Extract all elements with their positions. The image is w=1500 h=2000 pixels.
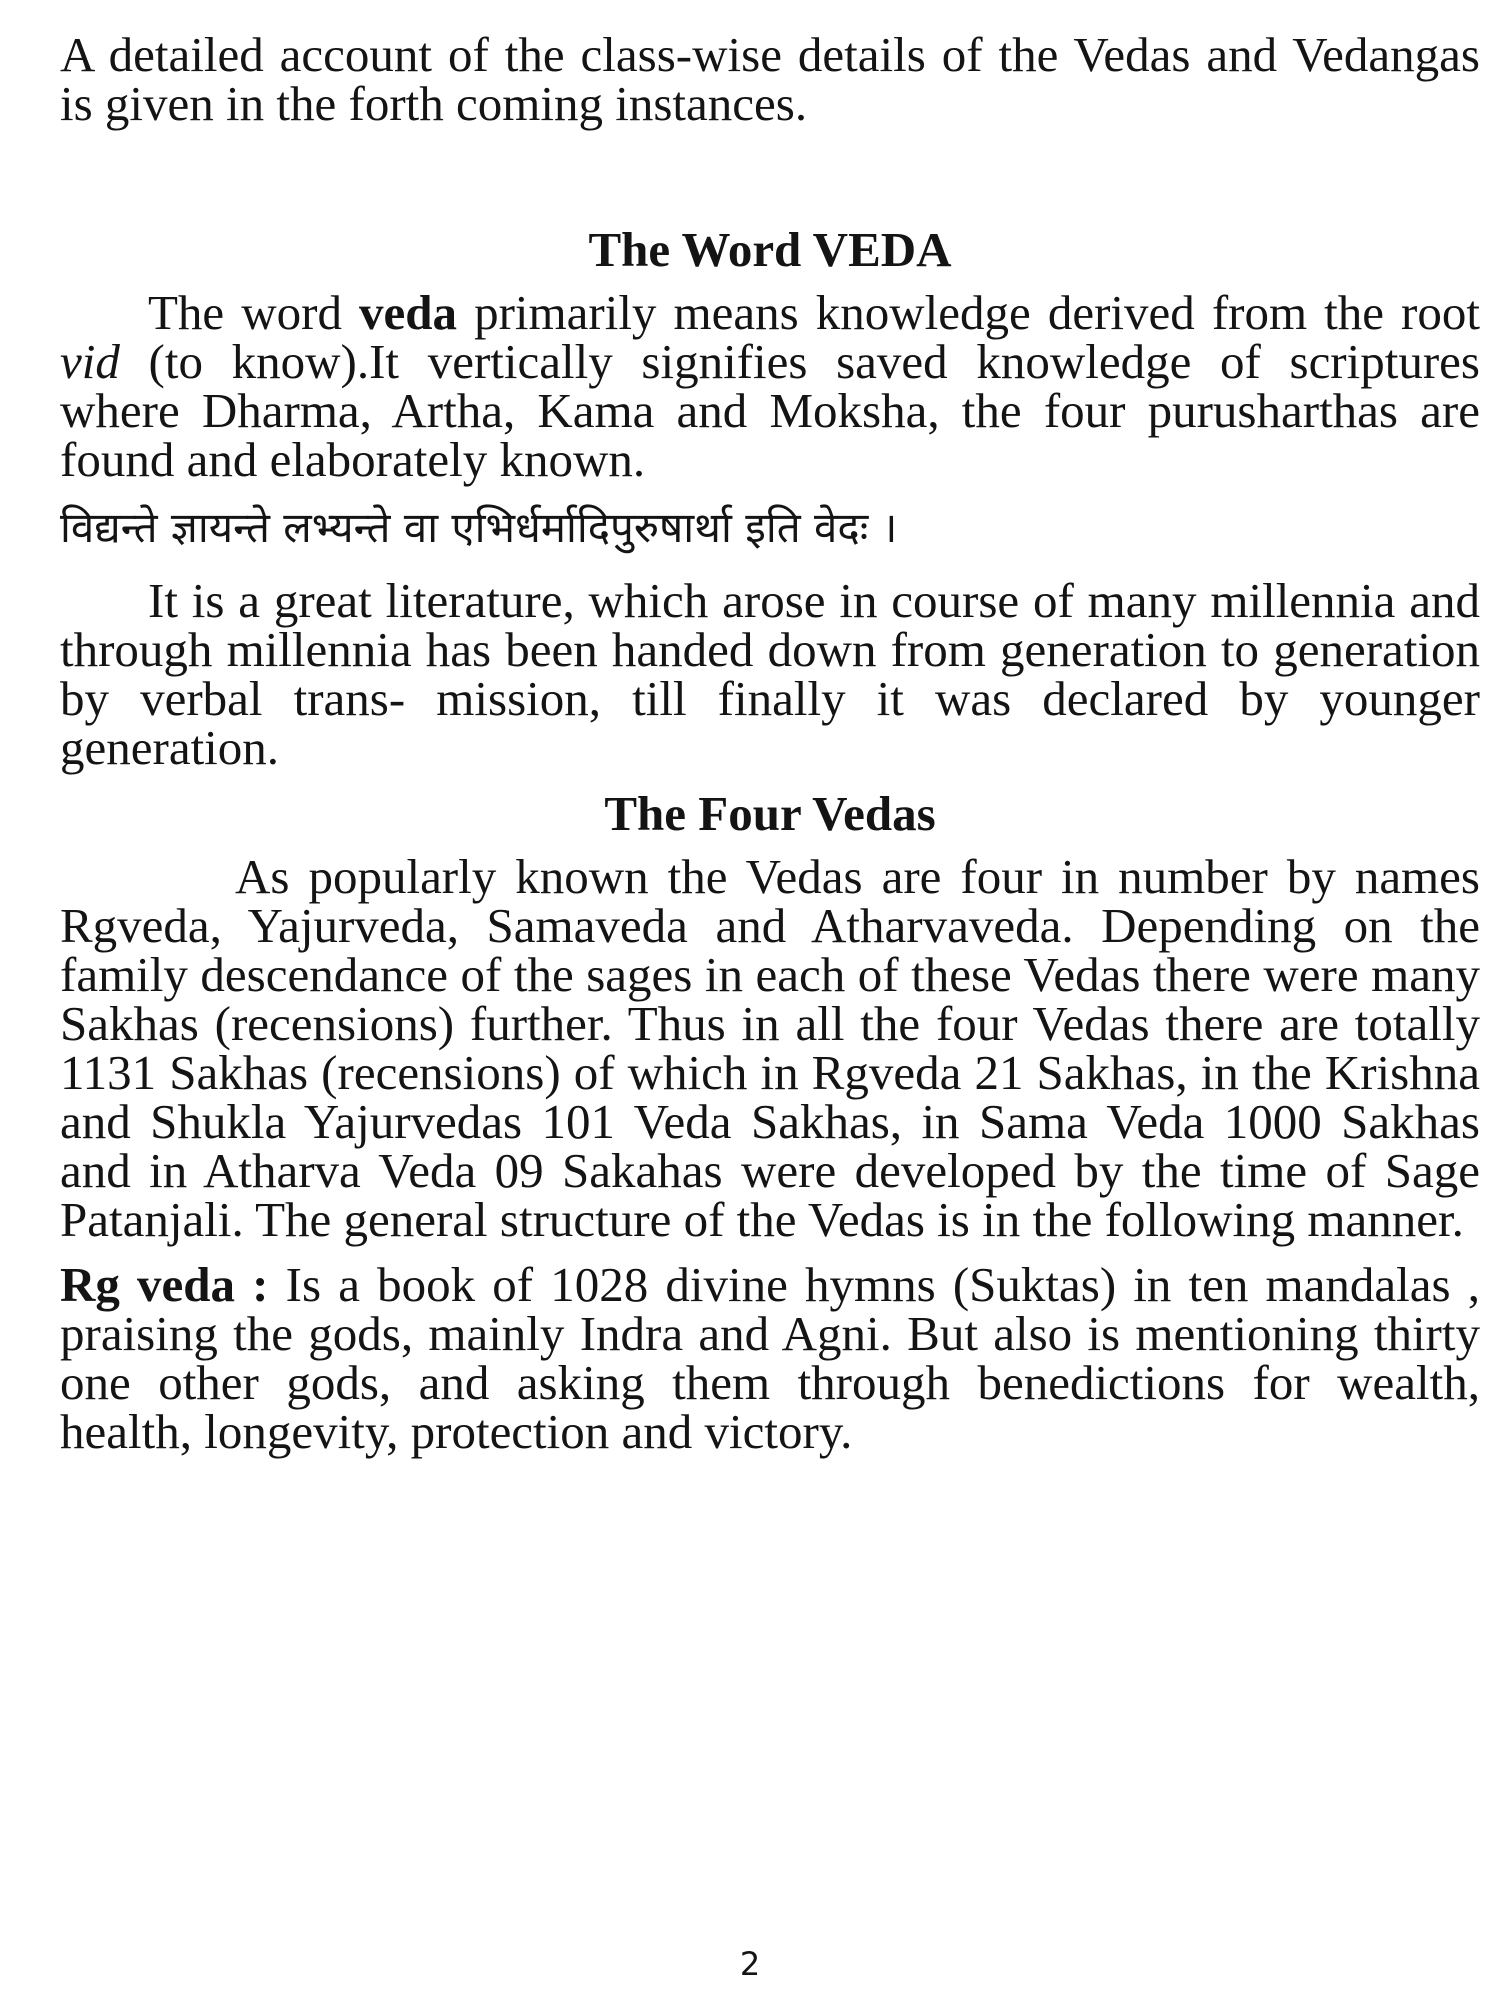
rgveda-paragraph bbox=[60, 1257, 1480, 1459]
four-vedas-paragraph: As popularly known the Vedas are four in number by names Rgveda, Yajurveda, Samaveda and Atharvaveda. Depending on the family descendance of the sages in each of these Vedas there were many Sakhas (recensions) further. Thus in all the four Vedas there are totally 1131 Sakhas (recensions) of which in Rgveda 21 Sakhas, in the Krishna and Shukla Yajurvedas 101 Veda Sakhas, in Sama Veda 1000 Sakhas and in Atharva Veda 09 Sakahas were developed by the time of Sage Patanjali. The general structure of the Vedas is in the following manner. bbox=[60, 849, 1480, 1247]
word-veda-text-2: primarily means knowledge derived from the root bbox=[457, 285, 1480, 340]
heading-four-vedas: The Four Vedas bbox=[604, 786, 936, 841]
document-page bbox=[60, 27, 1480, 1459]
literature-paragraph: It is a great literature, which arose in course of many millennia and through millennia has been handed down from generation to generation by verbal trans- mission, till finally it was declared by younger generation. bbox=[60, 573, 1480, 775]
word-veda-paragraph bbox=[60, 285, 1480, 487]
sanskrit-quote: विद्यन्ते ज्ञायन्ते लभ्यन्ते वा एभिर्धर्मादिपुरुषार्था इति वेदः । bbox=[60, 503, 898, 552]
word-veda-text-3: (to know).It vertically signifies saved knowledge of scriptures where Dharma, Artha, Kama and Moksha, the four purusharthas are found and elaborately known. bbox=[60, 334, 1480, 487]
word-veda-text-1: The word bbox=[148, 285, 360, 340]
rgveda-text: Is a book of 1028 divine hymns (Suktas) in ten mandalas , praising the gods, mainly Indra and Agni. But also is mentioning thirty one other gods, and asking them through benedictions for wealth, health, longevity, protection and victory. bbox=[60, 1257, 1480, 1459]
page-number: 2 bbox=[739, 1945, 761, 1983]
intro-paragraph: A detailed account of the class-wise details of the Vedas and Vedangas is given in the forth coming instances. bbox=[60, 27, 1480, 131]
term-vid: vid bbox=[60, 334, 120, 389]
term-veda: veda bbox=[359, 285, 458, 340]
heading-word-veda: The Word VEDA bbox=[588, 222, 952, 277]
rgveda-label: Rg veda : bbox=[60, 1257, 269, 1312]
